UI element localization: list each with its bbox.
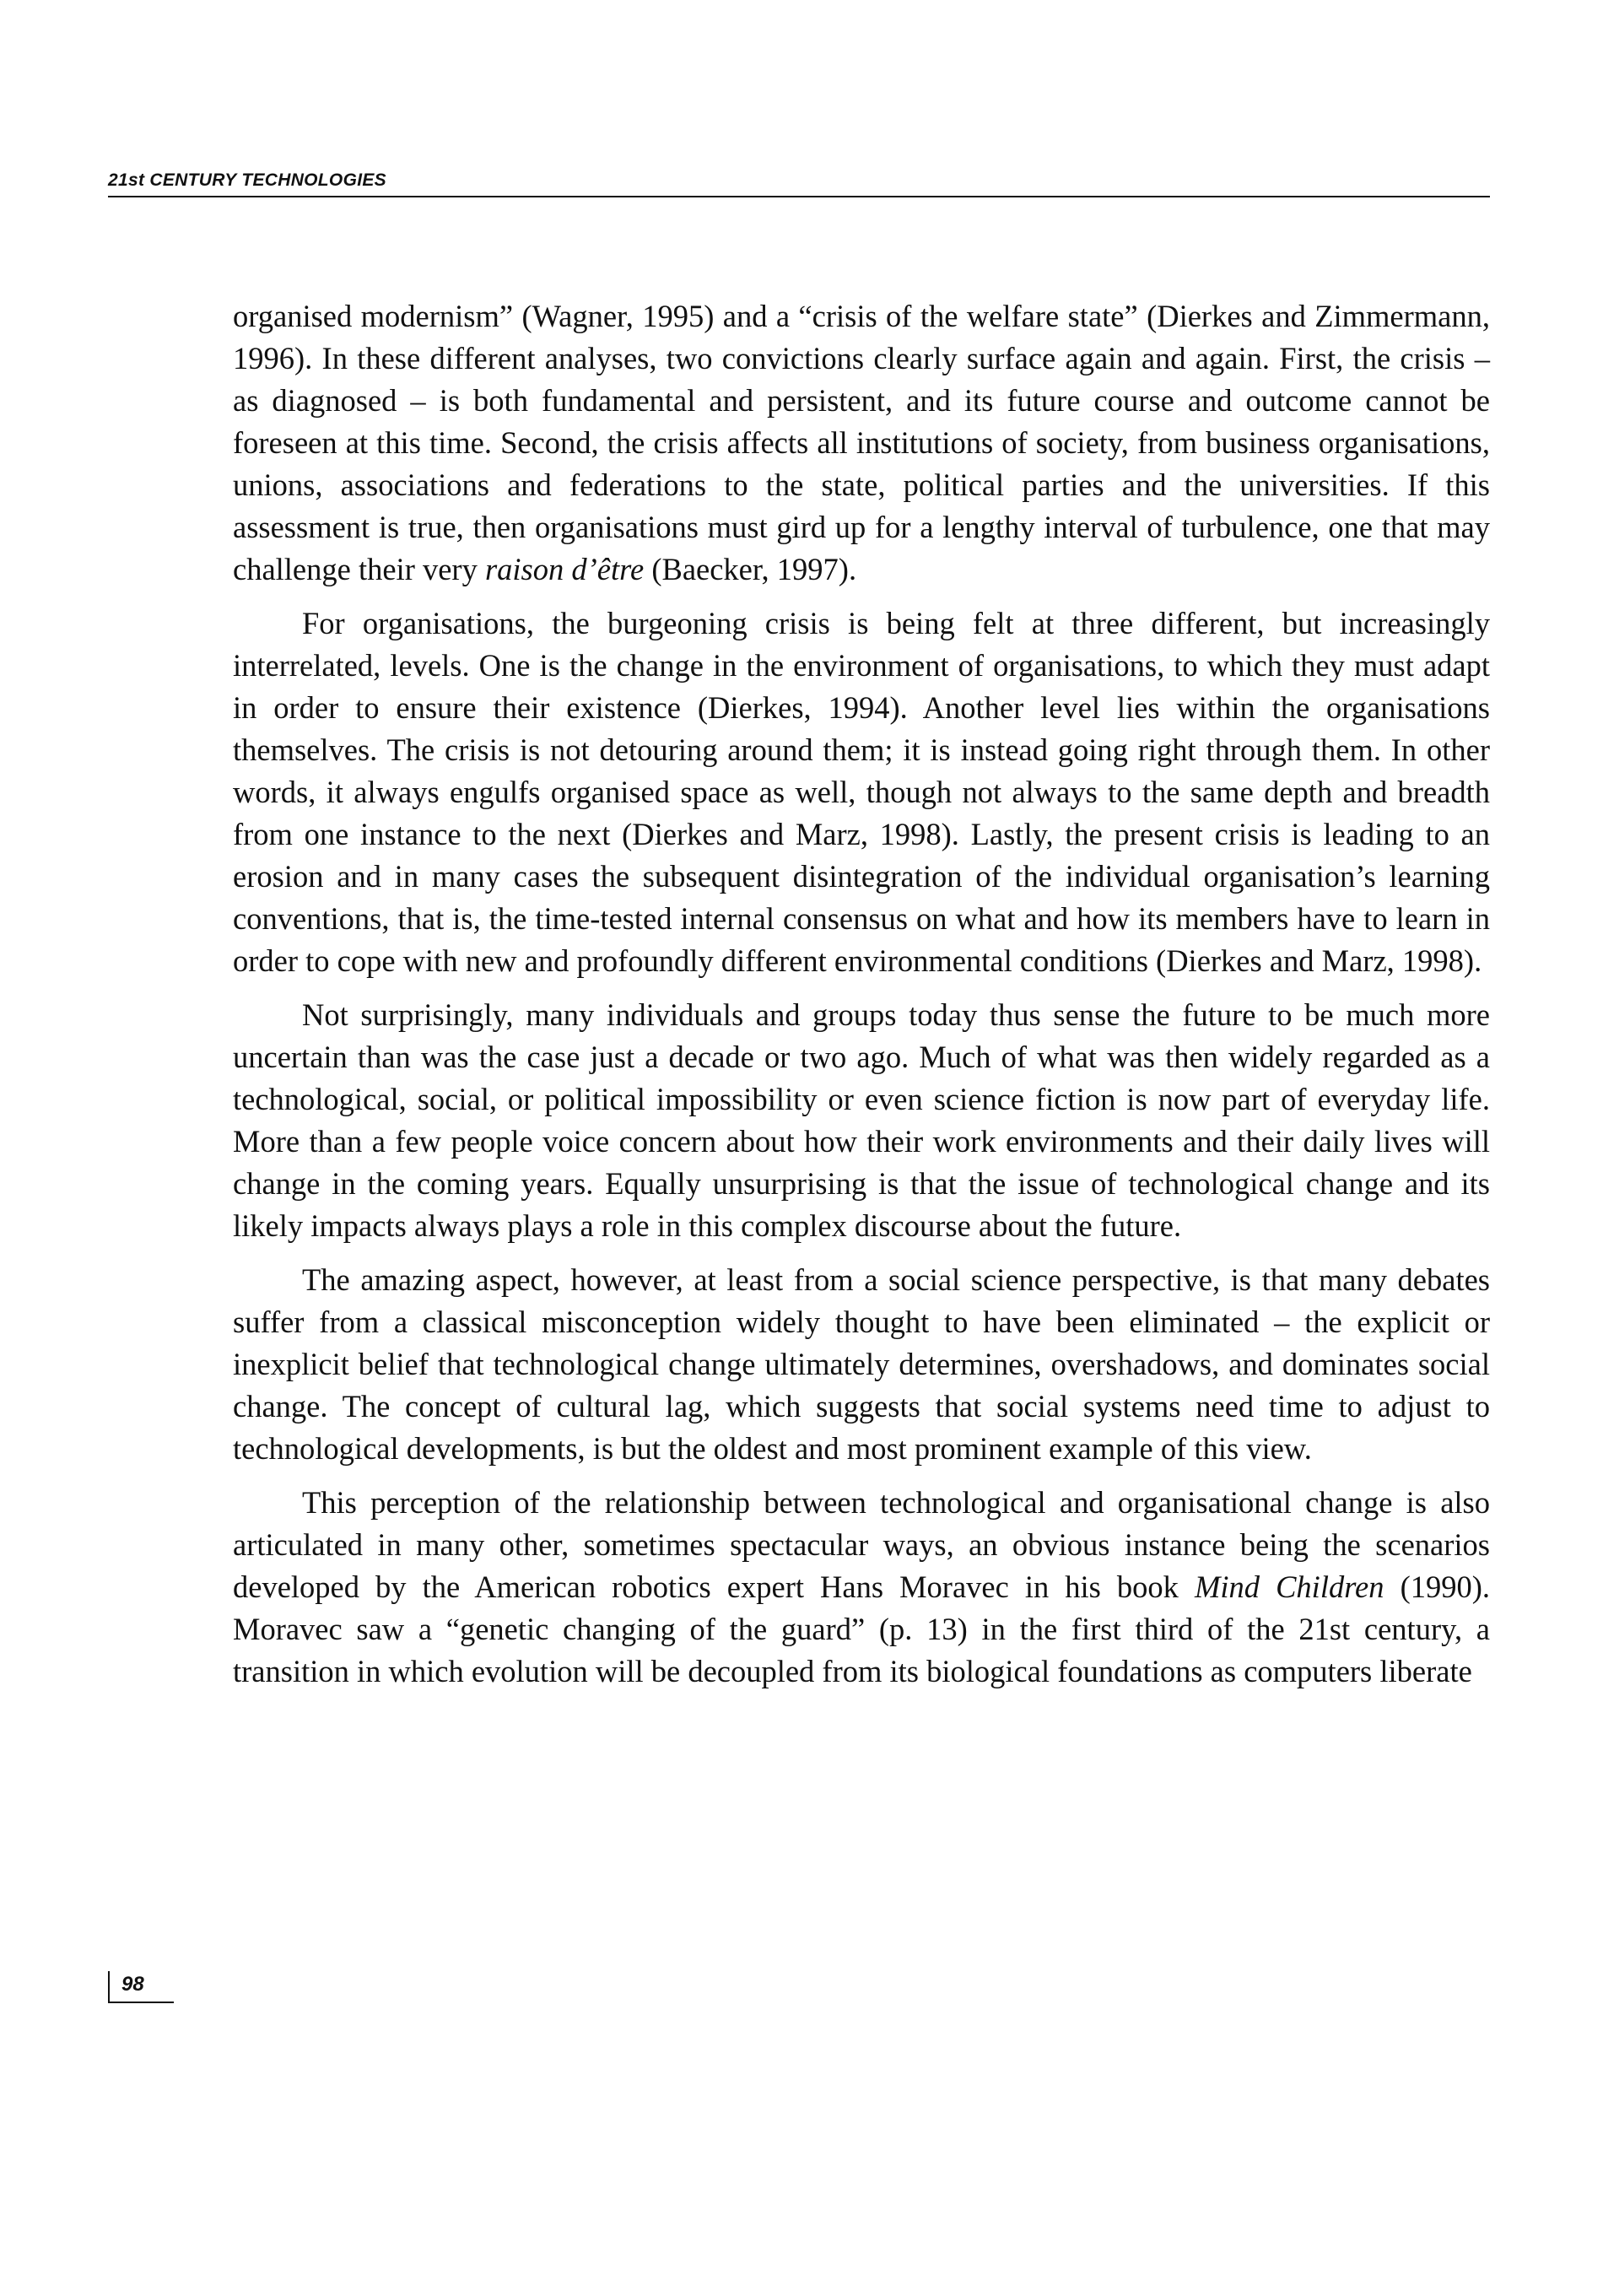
paragraph-5-text: This perception of the relationship between technological and organisational change is also articulated in many other, sometimes spectacular ways, an obvious instance being the scenarios developed by the American robotics expert Hans Moravec in his book [233, 1485, 1490, 1604]
paragraph-5-book-title: Mind Children [1194, 1569, 1384, 1604]
page-number-box [108, 1971, 174, 2003]
paragraph-5 [233, 1482, 1490, 1693]
paragraph-1-text: organised modernism” (Wagner, 1995) and a “crisis of the welfare state” (Dierkes and Zimmermann, 1996). In these different analyses, two convictions clearly surface again and again. First, the crisis – as diagnosed – is both fundamental and persistent, and its future course and outcome cannot be foreseen at this time. Second, the crisis affects all institutions of society, from business organisations, unions, associations and federations to the state, political parties and the universities. If this assessment is true, then organisations must gird up for a lengthy interval of turbulence, one that may challenge their very [233, 299, 1490, 586]
paragraph-5-text-end: (1990). Moravec saw a “genetic changing of the guard” (p. 13) in the first third of the 21st century, a transition in which evolution will be decoupled from its biological foundations as computers liberate [233, 1569, 1490, 1688]
paragraph-1 [233, 295, 1490, 591]
running-header-title: 21st CENTURY TECHNOLOGIES [108, 170, 386, 190]
paragraph-2: For organisations, the burgeoning crisis is being felt at three different, but increasingly interrelated, levels. One is the change in the environment of organisations, to which they must adapt in order to ensure their existence (Dierkes, 1994). Another level lies within the organisations themselves. The crisis is not detouring around them; it is instead going right through them. In other words, it always engulfs organised space as well, though not always to the same depth and breadth from one instance to the next (Dierkes and Marz, 1998). Lastly, the present crisis is leading to an erosion and in many cases the subsequent disintegration of the individual organisation’s learning conventions, that is, the time-tested internal consensus on what and how its members have to learn in order to cope with new and profoundly different environmental conditions (Dierkes and Marz, 1998). [233, 606, 1490, 978]
body-text [233, 295, 1490, 1704]
paragraph-1-text-end: (Baecker, 1997). [644, 552, 857, 586]
paragraph-1-italic-phrase: raison d’être [484, 552, 645, 586]
running-header [108, 165, 1490, 197]
page-number: 98 [121, 1973, 144, 1996]
paragraph-3: Not surprisingly, many individuals and groups today thus sense the future to be much more uncertain than was the case just a decade or two ago. Much of what was then widely regarded as a technological, social, or political impossibility or even science fiction is now part of everyday life. More than a few people voice concern about how their work environments and their daily lives will change in the coming years. Equally unsurprising is that the issue of technological change and its likely impacts always plays a role in this complex discourse about the future. [233, 997, 1490, 1243]
paragraph-4: The amazing aspect, however, at least from a social science perspective, is that many debates suffer from a classical misconception widely thought to have been eliminated – the explicit or inexplicit belief that technological change ultimately determines, overshadows, and dominates social change. The concept of cultural lag, which suggests that social systems need time to adjust to technological developments, is but the oldest and most prominent example of this view. [233, 1262, 1490, 1466]
